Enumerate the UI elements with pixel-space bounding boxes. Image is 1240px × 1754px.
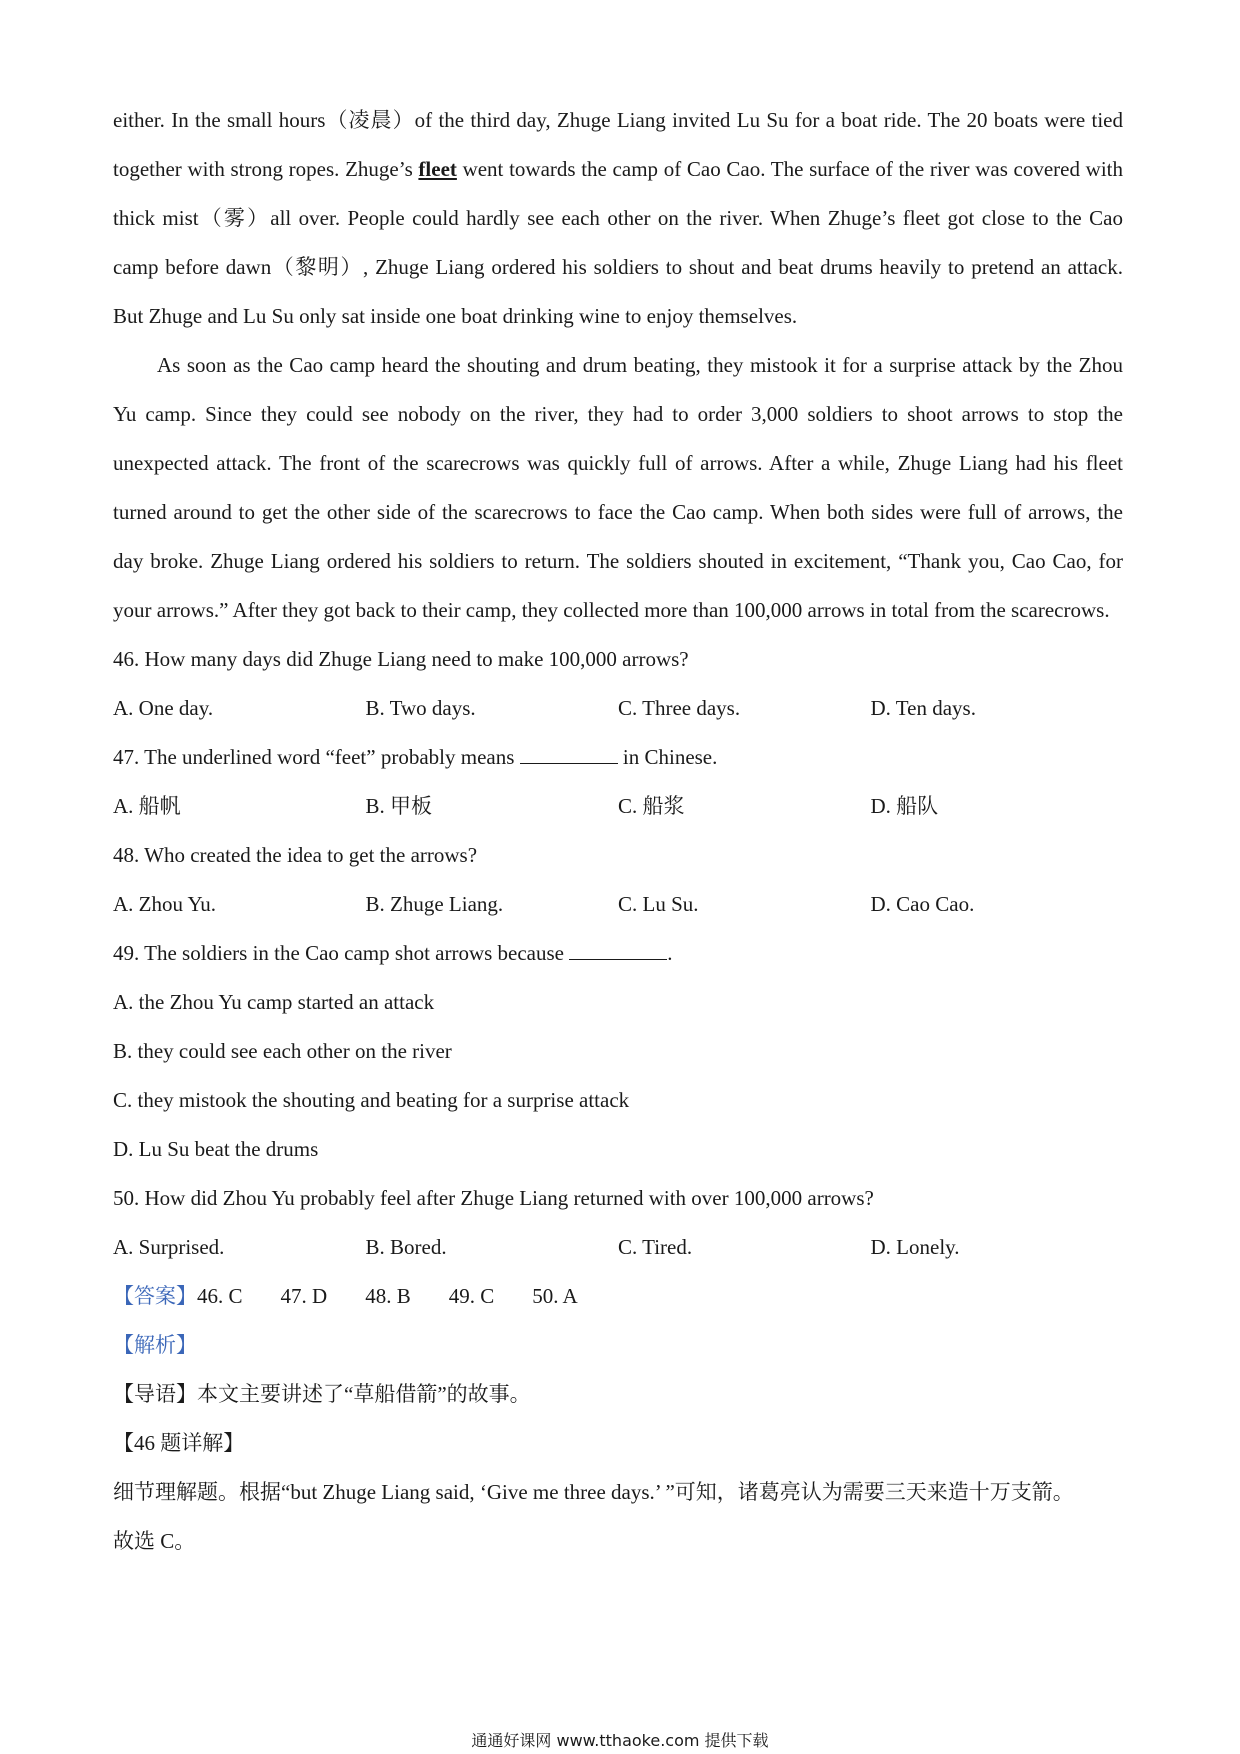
question-50-options	[113, 1223, 1123, 1272]
option: B. Zhuge Liang.	[365, 892, 504, 916]
option: D. Lonely.	[870, 1235, 960, 1259]
question-47-stem: 47. The underlined word “feet” probably means in Chinese.	[113, 745, 718, 769]
analysis-label: 【解析】	[113, 1333, 197, 1357]
answer-label: 【答案】	[113, 1284, 197, 1308]
question-46-stem: 46. How many days did Zhuge Liang need to make 100,000 arrows?	[113, 647, 689, 671]
option: C. they mistook the shouting and beating for a surprise attack	[113, 1088, 630, 1112]
option: C. Lu Su.	[618, 892, 699, 916]
passage-paragraph-1: either. In the small hours（凌晨）of the third day, Zhuge Liang invited Lu Su for a boat ride. The 20 boats were tied together with strong ropes. Zhuge’s fleet went towards the camp of Cao Cao. The surface of the river was covered with thick mist（雾）all over. People could hardly see each other on the river. When Zhuge’s fleet got close to the Cao camp before dawn（黎明）, Zhuge Liang ordered his soldiers to shout and beat drums heavily to pretend an attack. But Zhuge and Lu Su only sat inside one boat drinking wine to enjoy themselves.	[113, 108, 1124, 328]
option: C. Tired.	[618, 1235, 693, 1259]
option: B. Two days.	[365, 696, 476, 720]
option: D. 船队	[870, 794, 939, 818]
option: A. the Zhou Yu camp started an attack	[113, 990, 435, 1014]
option: A. One day.	[113, 696, 214, 720]
option: A. Zhou Yu.	[113, 892, 217, 916]
option: D. Cao Cao.	[870, 892, 975, 916]
analysis-conclusion: 故选 C。	[113, 1529, 196, 1553]
option: A. 船帆	[113, 794, 181, 818]
option: B. Bored.	[365, 1235, 447, 1259]
answer-item: 50. A	[532, 1284, 578, 1308]
option: B. 甲板	[365, 794, 433, 818]
answer-key	[113, 1272, 1123, 1321]
answer-blank	[569, 941, 667, 960]
option: D. Lu Su beat the drums	[113, 1137, 319, 1161]
question-47-options	[113, 782, 1123, 831]
answer-item: 49. C	[448, 1284, 495, 1308]
question-48-options	[113, 880, 1123, 929]
underlined-word: fleet	[418, 157, 457, 181]
question-46-options	[113, 684, 1123, 733]
answer-blank	[520, 745, 618, 764]
analysis-detail: 细节理解题。根据“but Zhuge Liang said, ‘Give me three days.’ ”可知，诸葛亮认为需要三天来造十万支箭。	[113, 1480, 1074, 1504]
option: C. 船浆	[618, 794, 685, 818]
option: A. Surprised.	[113, 1235, 225, 1259]
question-50-stem: 50. How did Zhou Yu probably feel after Zhuge Liang returned with over 100,000 arrows?	[113, 1186, 874, 1210]
answer-item: 46. C	[197, 1284, 243, 1308]
answer-item: 48. B	[365, 1284, 411, 1308]
document-body	[113, 96, 1123, 1566]
option: B. they could see each other on the river	[113, 1039, 452, 1063]
question-48-stem: 48. Who created the idea to get the arrows?	[113, 843, 478, 867]
passage-paragraph-2: As soon as the Cao camp heard the shouting and drum beating, they mistook it for a surprise attack by the Zhou Yu camp. Since they could see nobody on the river, they had to order 3,000 soldiers to shoot arrows to stop the unexpected attack. The front of the scarecrows was quickly full of arrows. After a while, Zhuge Liang had his fleet turned around to get the other side of the scarecrows to face the Cao camp. When both sides were full of arrows, the day broke. Zhuge Liang ordered his soldiers to return. The soldiers shouted in excitement, “Thank you, Cao Cao, for your arrows.” After they got back to their camp, they collected more than 100,000 arrows in total from the scarecrows.	[113, 353, 1123, 622]
option: D. Ten days.	[870, 696, 976, 720]
answer-item: 47. D	[280, 1284, 328, 1308]
analysis-intro: 【导语】本文主要讲述了“草船借箭”的故事。	[113, 1382, 531, 1406]
page-footer: 通通好课网 www.tthaoke.com 提供下载	[471, 1731, 769, 1750]
option: C. Three days.	[618, 696, 741, 720]
analysis-detail-label: 【46 题详解】	[113, 1431, 245, 1455]
question-49-stem: 49. The soldiers in the Cao camp shot arrows because .	[113, 941, 673, 965]
